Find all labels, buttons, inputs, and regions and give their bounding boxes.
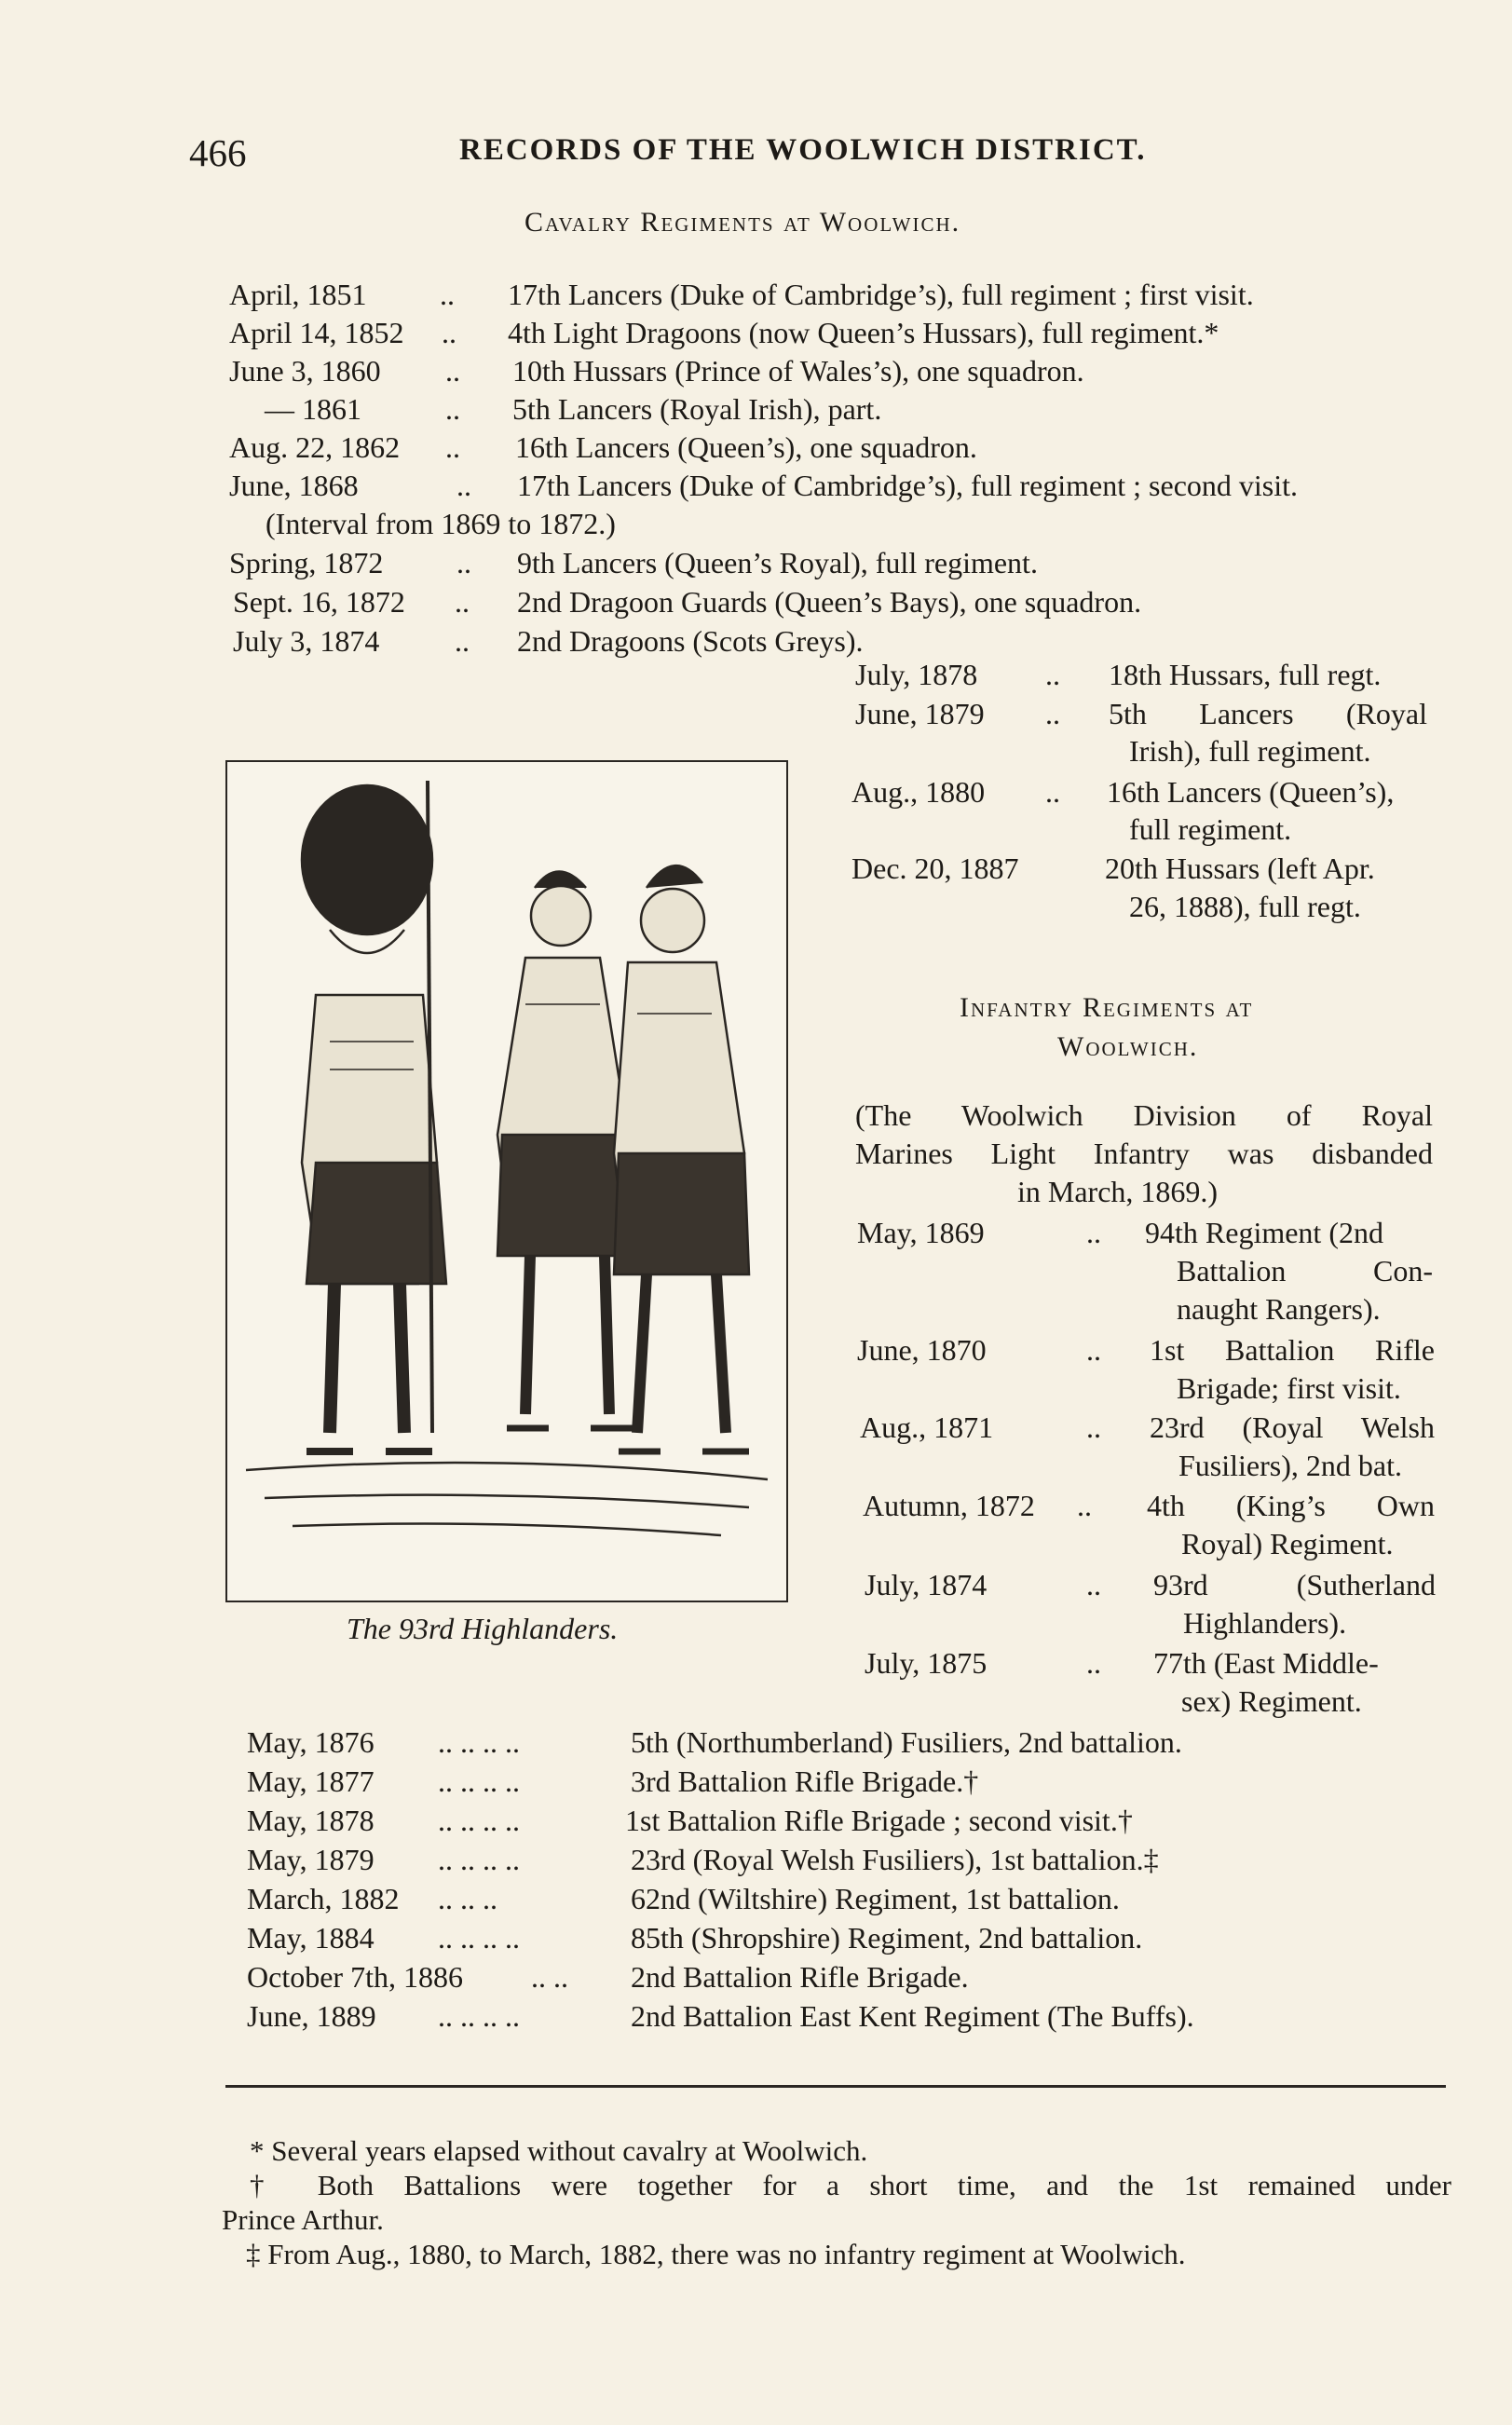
leader-dots: .. xyxy=(1086,1333,1101,1367)
illustration-93rd-highlanders xyxy=(225,760,788,1602)
entry-description: 23rd (Royal Welsh Fusiliers), 1st battalion.‡ xyxy=(631,1843,1159,1876)
entry-description-continued: sex) Regiment. xyxy=(1181,1684,1362,1718)
entry-description-continued: naught Rangers). xyxy=(1177,1292,1381,1326)
entry-date: May, 1877 xyxy=(247,1764,375,1798)
footnote: ‡ From Aug., 1880, to March, 1882, there was no infantry regiment at Woolwich. xyxy=(246,2238,1186,2270)
leader-dots: .. .. .. .. xyxy=(438,1921,520,1955)
entry-date: March, 1882 xyxy=(247,1882,400,1915)
entry-date: Aug. 22, 1862 xyxy=(229,430,401,464)
infantry-intro-line: in March, 1869.) xyxy=(1017,1175,1219,1208)
footnote-divider xyxy=(225,2085,1446,2088)
entry-description: 93rd (Sutherland xyxy=(1153,1568,1436,1601)
leader-dots: .. .. .. xyxy=(438,1882,497,1915)
entry-description: 17th Lancers (Duke of Cambridge’s), full regiment ; first visit. xyxy=(508,278,1254,311)
entry-date: October 7th, 1886 xyxy=(247,1960,463,1994)
leader-dots: .. .. .. .. xyxy=(438,1725,520,1759)
leader-dots: .. .. .. .. xyxy=(438,1804,520,1837)
entry-date: June, 1870 xyxy=(857,1333,987,1367)
entry-date: Aug., 1880 xyxy=(851,775,986,809)
leader-dots: .. xyxy=(445,430,460,464)
entry-date: May, 1884 xyxy=(247,1921,375,1955)
entry-description: 4th Light Dragoons (now Queen’s Hussars), full regiment.* xyxy=(508,316,1219,349)
entry-date: April 14, 1852 xyxy=(229,316,404,349)
leader-dots: .. xyxy=(1086,1216,1101,1249)
highlanders-engraving xyxy=(227,762,786,1601)
entry-description: 2nd Battalion East Kent Regiment (The Buffs). xyxy=(631,1999,1194,2033)
entry-date: May, 1878 xyxy=(247,1804,375,1837)
entry-date: Spring, 1872 xyxy=(229,546,384,579)
entry-date: Aug., 1871 xyxy=(860,1410,994,1444)
entry-description-continued: Royal) Regiment. xyxy=(1181,1527,1394,1560)
leader-dots: .. xyxy=(1045,775,1060,809)
entry-description: 5th Lancers (Royal Irish), part. xyxy=(512,392,882,426)
leader-dots: .. xyxy=(1086,1410,1101,1444)
leader-dots: .. .. .. .. xyxy=(438,1843,520,1876)
entry-description: 5th (Northumberland) Fusiliers, 2nd battalion. xyxy=(631,1725,1182,1759)
entry-description-continued: Fusiliers), 2nd bat. xyxy=(1178,1449,1402,1482)
footnote-continued: Prince Arthur. xyxy=(222,2203,384,2236)
entry-description-continued: Brigade; first visit. xyxy=(1177,1371,1401,1405)
leader-dots: .. xyxy=(1045,658,1060,691)
entry-date: June, 1879 xyxy=(855,697,985,730)
entry-date: May, 1879 xyxy=(247,1843,375,1876)
entry-date: Autumn, 1872 xyxy=(863,1489,1035,1522)
entry-description: 9th Lancers (Queen’s Royal), full regiment. xyxy=(517,546,1038,579)
entry-date: July, 1878 xyxy=(855,658,978,691)
leader-dots: .. xyxy=(455,624,470,658)
entry-date: July, 1874 xyxy=(865,1568,988,1601)
entry-date: Dec. 20, 1887 xyxy=(851,851,1019,885)
entry-description: 77th (East Middle- xyxy=(1153,1646,1379,1680)
entry-date: June, 1868 xyxy=(229,469,359,502)
running-title: RECORDS OF THE WOOLWICH DISTRICT. xyxy=(459,133,1147,167)
leader-dots: .. .. .. .. xyxy=(438,1999,520,2033)
infantry-intro-line: Marines Light Infantry was disbanded xyxy=(855,1137,1433,1170)
entry-description: 62nd (Wiltshire) Regiment, 1st battalion. xyxy=(631,1882,1120,1915)
infantry-intro-line: (The Woolwich Division of Royal xyxy=(855,1098,1433,1132)
infantry-section-title: Infantry Regiments at xyxy=(960,992,1254,1023)
entry-description-continued: full regiment. xyxy=(1129,812,1292,846)
entry-description: 23rd (Royal Welsh xyxy=(1150,1410,1435,1444)
entry-description-continued: Battalion Con- xyxy=(1177,1254,1433,1287)
footnote: * Several years elapsed without cavalry at Woolwich. xyxy=(250,2134,868,2167)
leader-dots: .. xyxy=(445,354,460,388)
entry-date: April, 1851 xyxy=(229,278,367,311)
leader-dots: .. xyxy=(1086,1568,1101,1601)
entry-date: — 1861 xyxy=(265,392,361,426)
figure-caption: The 93rd Highlanders. xyxy=(347,1612,619,1645)
leader-dots: .. .. xyxy=(531,1960,568,1994)
entry-date: Sept. 16, 1872 xyxy=(233,585,405,619)
leader-dots: .. xyxy=(440,278,455,311)
leader-dots: .. xyxy=(1045,697,1060,730)
interval-note: (Interval from 1869 to 1872.) xyxy=(266,507,616,540)
leader-dots: .. xyxy=(456,546,471,579)
entry-description: 4th (King’s Own xyxy=(1147,1489,1435,1522)
leader-dots: .. xyxy=(1086,1646,1101,1680)
entry-description: 2nd Dragoon Guards (Queen’s Bays), one squadron. xyxy=(517,585,1142,619)
page-number: 466 xyxy=(189,131,247,174)
entry-description: 2nd Battalion Rifle Brigade. xyxy=(631,1960,969,1994)
entry-date: May, 1869 xyxy=(857,1216,985,1249)
entry-description: 18th Hussars, full regt. xyxy=(1109,658,1382,691)
entry-date: July 3, 1874 xyxy=(233,624,380,658)
entry-description: 1st Battalion Rifle xyxy=(1150,1333,1435,1367)
entry-description: 94th Regiment (2nd xyxy=(1145,1216,1383,1249)
infantry-section-title-continued: Woolwich. xyxy=(1057,1031,1199,1062)
entry-date: July, 1875 xyxy=(865,1646,988,1680)
entry-description: 16th Lancers (Queen’s), one squadron. xyxy=(515,430,977,464)
footnote: † Both Battalions were together for a short time, and the 1st remained under xyxy=(250,2169,1451,2201)
entry-description: 5th Lancers (Royal xyxy=(1109,697,1427,730)
leader-dots: .. .. .. .. xyxy=(438,1764,520,1798)
entry-description: 3rd Battalion Rifle Brigade.† xyxy=(631,1764,979,1798)
entry-description-continued: Highlanders). xyxy=(1183,1606,1347,1640)
entry-description-continued: 26, 1888), full regt. xyxy=(1129,890,1361,923)
entry-description: 10th Hussars (Prince of Wales’s), one squadron. xyxy=(512,354,1084,388)
entry-description: 85th (Shropshire) Regiment, 2nd battalion. xyxy=(631,1921,1143,1955)
leader-dots: .. xyxy=(442,316,456,349)
entry-description: 1st Battalion Rifle Brigade ; second visit.† xyxy=(625,1804,1133,1837)
entry-description: 16th Lancers (Queen’s), xyxy=(1107,775,1395,809)
leader-dots: .. xyxy=(445,392,460,426)
entry-description: 2nd Dragoons (Scots Greys). xyxy=(517,624,864,658)
cavalry-section-title: Cavalry Regiments at Woolwich. xyxy=(524,207,961,238)
entry-description-continued: Irish), full regiment. xyxy=(1129,734,1371,768)
leader-dots: .. xyxy=(456,469,471,502)
entry-date: May, 1876 xyxy=(247,1725,375,1759)
entry-date: June 3, 1860 xyxy=(229,354,381,388)
leader-dots: .. xyxy=(1077,1489,1092,1522)
entry-description: 20th Hussars (left Apr. xyxy=(1105,851,1375,885)
entry-description: 17th Lancers (Duke of Cambridge’s), full regiment ; second visit. xyxy=(517,469,1299,502)
leader-dots: .. xyxy=(455,585,470,619)
entry-date: June, 1889 xyxy=(247,1999,376,2033)
